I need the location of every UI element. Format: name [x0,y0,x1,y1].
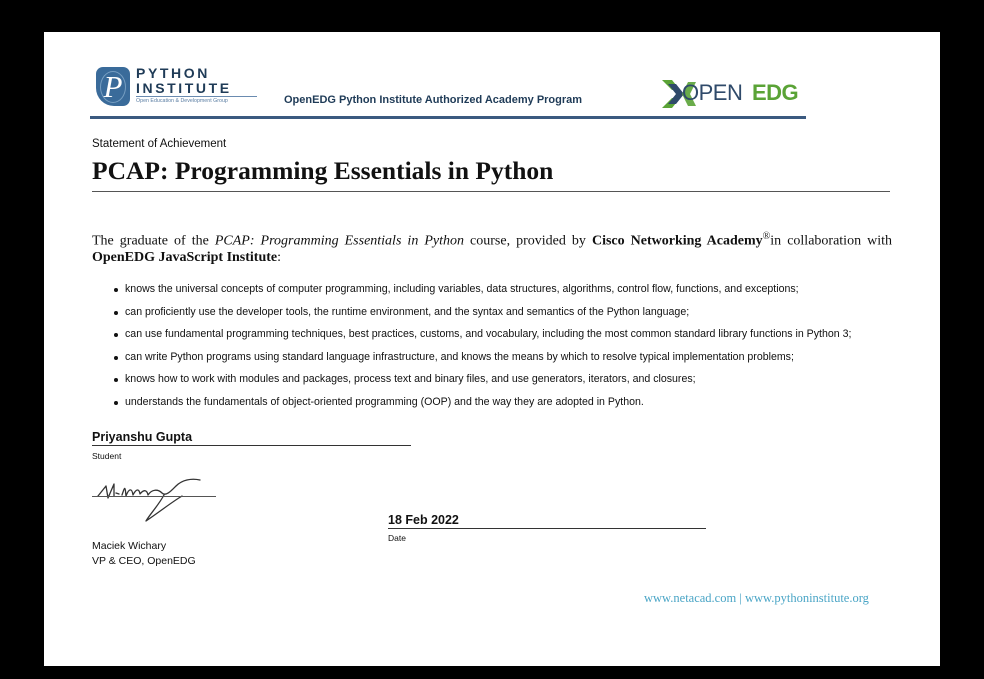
python-institute-logo-icon [96,67,130,106]
statement-label: Statement of Achievement [92,138,227,150]
signature-underline [92,496,216,497]
intro-paragraph [92,229,892,266]
achievement-list [114,284,851,420]
python-logo-letter: P [103,69,123,104]
intro-partner: OpenEDG JavaScript Institute [92,249,278,265]
certificate-page [44,32,940,666]
title-divider [92,191,890,192]
achievement-item: understands the fundamentals of object-oriented programming (OOP) and the way they are adopted in Python. [114,397,851,408]
intro-text-2: course, provided by [464,233,592,249]
signer-title: VP & CEO, OpenEDG [92,555,196,567]
date-line [388,528,706,529]
openedg-word-open: OPEN [682,80,743,105]
student-role-label: Student [92,451,122,461]
handwritten-signature [92,474,272,528]
footer-links[interactable]: www.netacad.com | www.pythoninstitute.org [644,591,869,605]
achievement-item: can write Python programs using standard language infrastructure, and knows the means by which to resolve typical implementation problems; [114,352,851,363]
student-name: Priyanshu Gupta [92,430,193,444]
intro-text-1: The graduate of the [92,233,215,249]
achievement-item: knows how to work with modules and packages, process text and binary files, and use generators, iterators, and closures; [114,374,851,385]
certificate-title: PCAP: Programming Essentials in Python [92,156,554,185]
student-signature-line [92,445,411,446]
intro-course-name: PCAP: Programming Essentials in Python [214,233,465,249]
program-name: OpenEDG Python Institute Authorized Academy Program [284,94,583,106]
achievement-item: can use fundamental programming techniques, best practices, customs, and vocabulary, including the most common standard library functions in Python 3; [114,329,851,340]
openedg-word-edg: EDG [752,80,799,105]
python-logo-rule [136,96,257,97]
intro-text-4: : [277,249,282,265]
python-institute-subtitle: Open Education & Development Group [136,98,228,104]
header-divider [90,116,806,119]
intro-provider: Cisco Networking Academy [591,233,763,249]
intro-text-3: in collaboration with [770,233,892,249]
signer-name: Maciek Wichary [92,540,167,552]
issue-date: 18 Feb 2022 [388,513,459,527]
date-label: Date [388,533,406,543]
achievement-item: knows the universal concepts of computer programming, including variables, data structures, algorithms, control flow, functions, and exceptions; [114,284,851,295]
achievement-item: can proficiently use the developer tools, the runtime environment, and the syntax and semantics of the Python language; [114,307,851,318]
intro-registered-mark: ® [762,231,771,242]
python-institute-name-line1: PYTHON [136,65,210,81]
python-institute-name-line2: INSTITUTE [136,80,232,96]
